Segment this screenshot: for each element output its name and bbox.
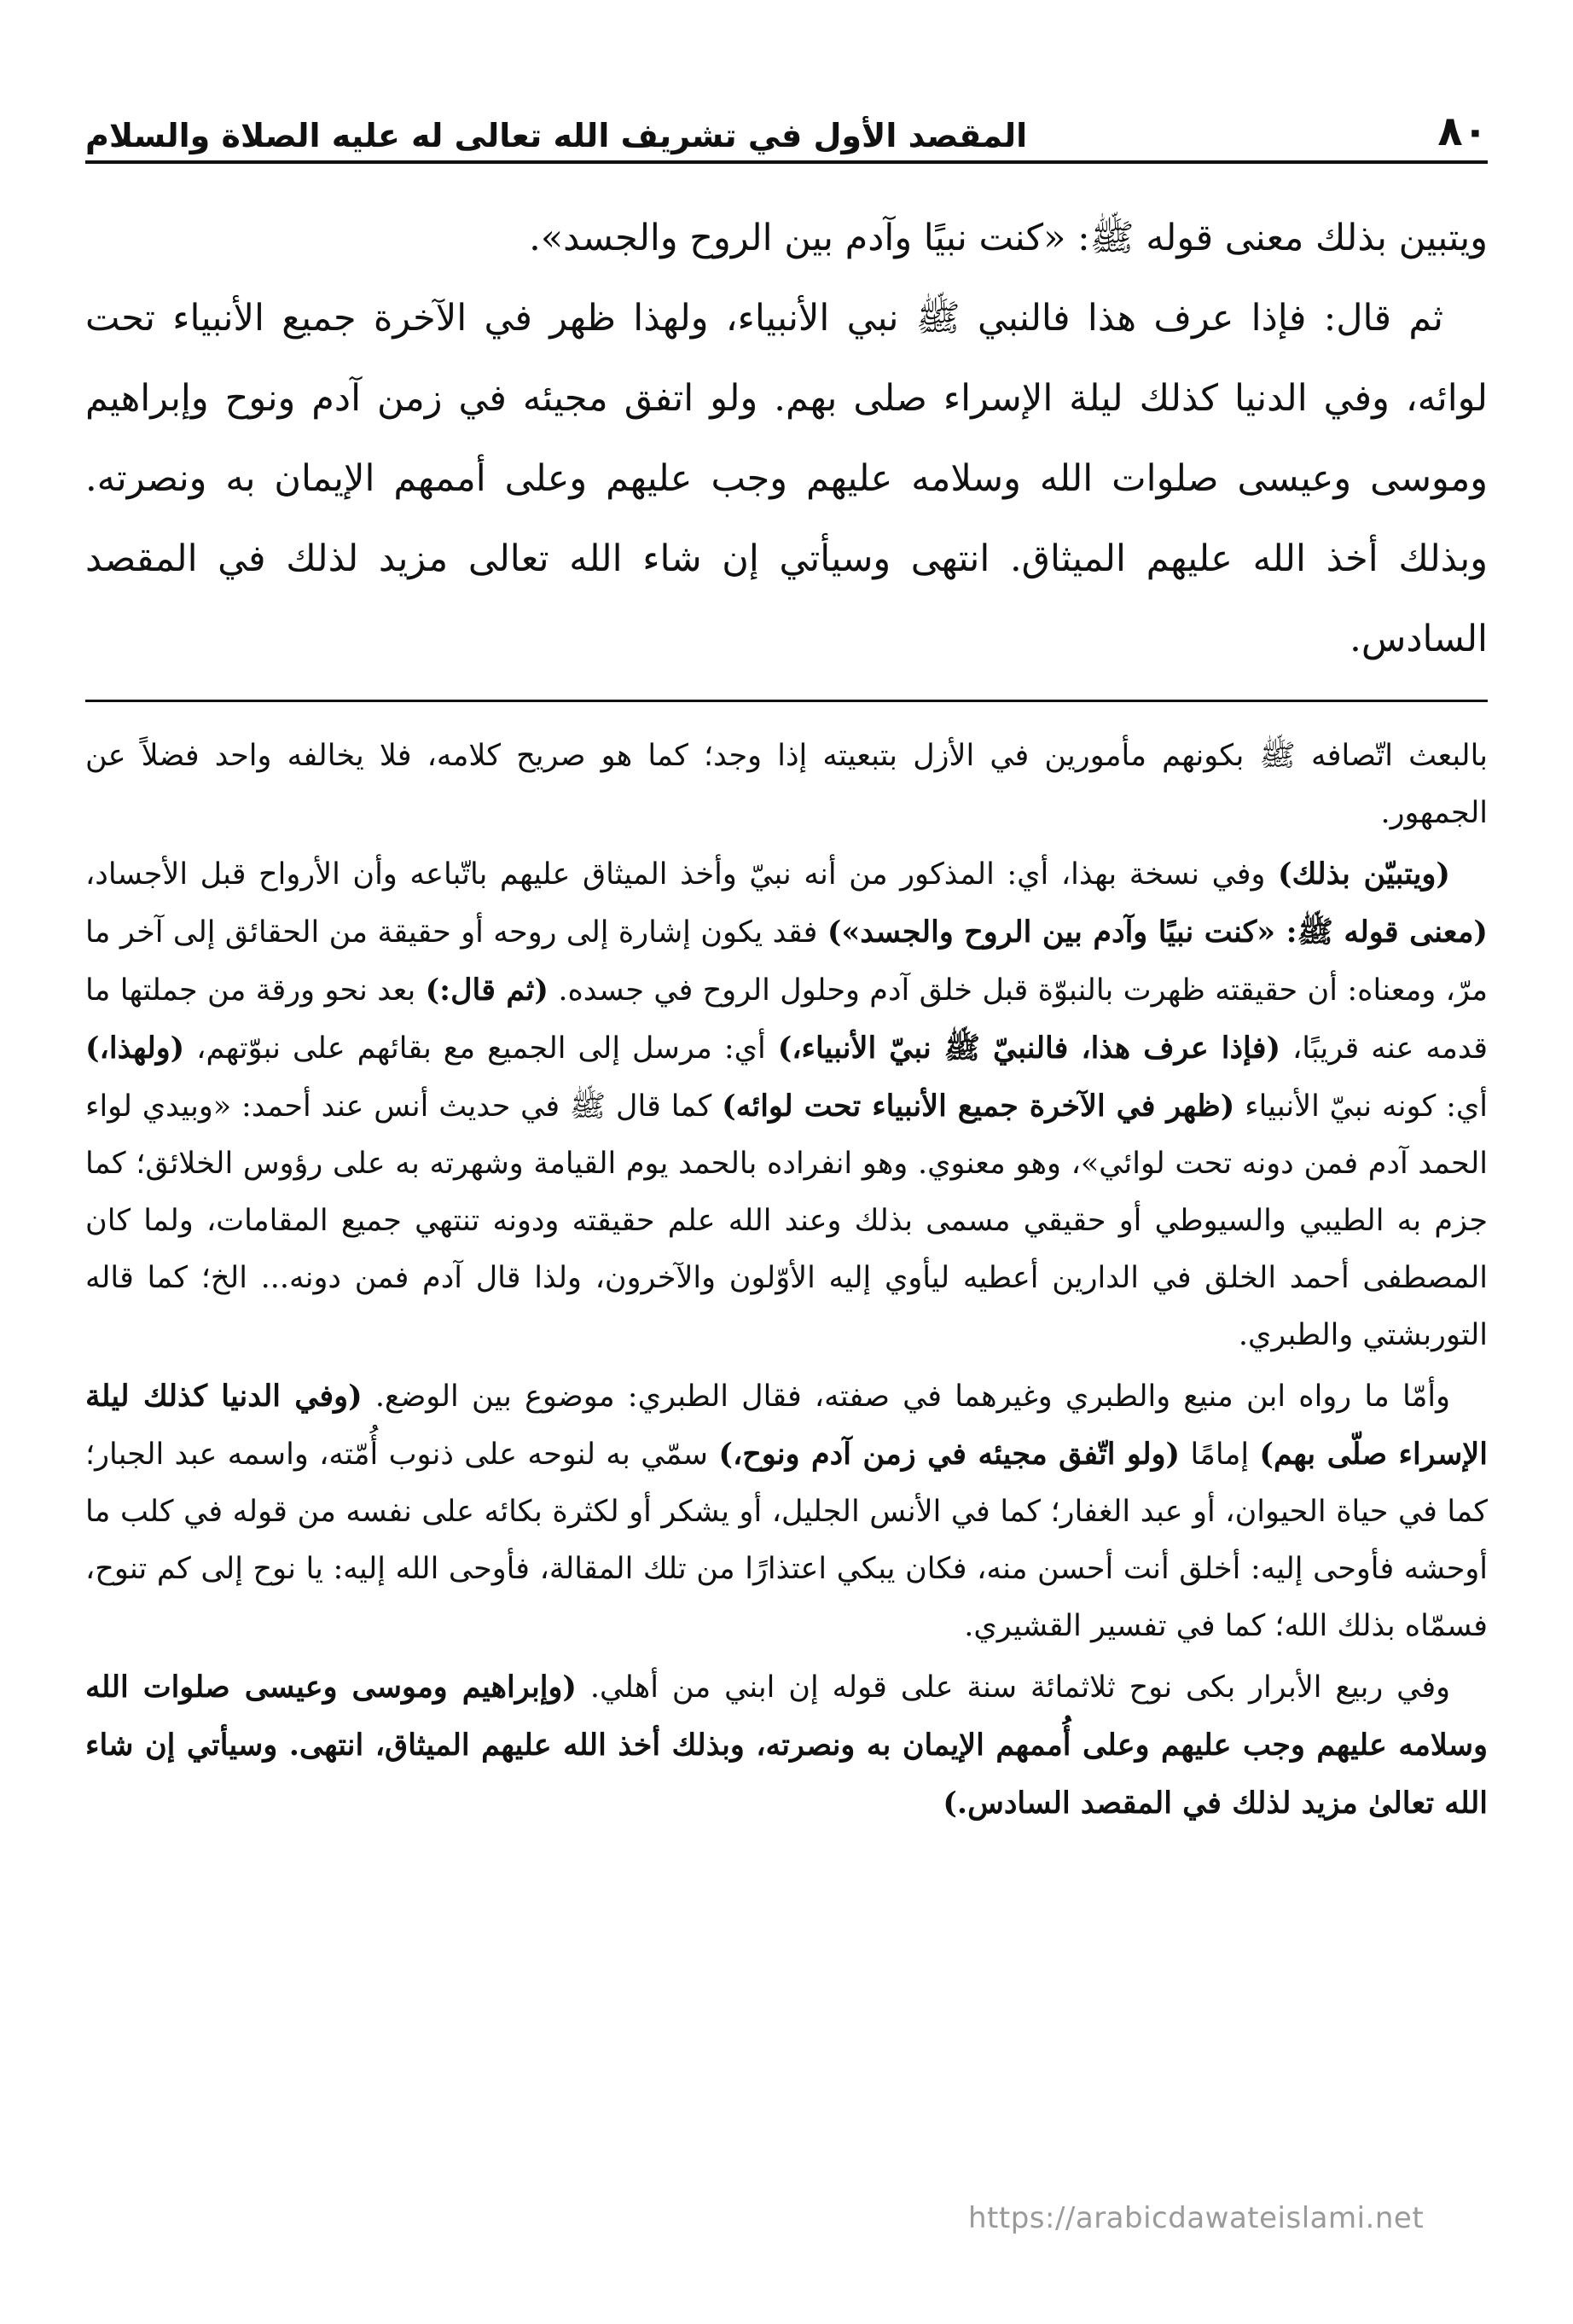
- commentary-paragraph-2: [85, 845, 1488, 1364]
- explanation-text: وأمّا ما رواه ابن منيع والطبري وغيرهما في صفته، فقال الطبري: موضوع بين الوضع.: [362, 1380, 1450, 1414]
- quoted-text: (ولو اتّفق مجيئه في زمن آدم ونوح،): [718, 1437, 1181, 1472]
- commentary-text: [85, 728, 1488, 1833]
- commentary-paragraph-1: بالبعث اتّصافه ﷺ بكونهم مأمورين في الأزل بتبعيته إذا وجد؛ كما هو صريح كلامه، فلا يخالفه واحد فضلاً عن الجمهور.: [85, 739, 1488, 830]
- commentary-paragraph-3: [85, 1368, 1488, 1655]
- quoted-text: (ثم قال:): [425, 973, 549, 1008]
- explanation-text: أي: مرسل إلى الجميع مع بقائهم على نبوّتهم،: [184, 1031, 778, 1066]
- explanation-text: بعد نحو ورقة من جملتها ما قدمه عنه قريبًا،: [85, 973, 1489, 1066]
- quoted-text: (معنى قوله ﷺ: «كنت نبيًا وآدم بين الروح والجسد»): [827, 915, 1488, 950]
- quoted-text: (ظهر في الآخرة جميع الأنبياء تحت لوائه): [722, 1089, 1235, 1124]
- explanation-text: وفي ربيع الأبرار بكى نوح ثلاثمائة سنة على قوله إن ابني من أهلي.: [576, 1670, 1450, 1705]
- quoted-text: (وفي الدنيا كذلك ليلة الإسراء صلّى بهم): [85, 1379, 1488, 1472]
- explanation-text: وفي نسخة بهذا، أي: المذكور من أنه نبيّ وأخذ الميثاق عليهم باتّباعه وأن الأرواح قبل الأجساد،: [85, 857, 1278, 892]
- running-title: المقصد الأول في تشريف الله تعالى له عليه الصلاة والسلام: [85, 117, 1028, 154]
- explanation-text: كما قال ﷺ في حديث أنس عند أحمد: «وبيدي لواء الحمد آدم فمن دونه تحت لوائي»، وهو معنوي. وهو انفراده بالحمد يوم القيامة وشهرته به على رؤوس الخلائق؛ كما جزم به الطيبي والسيوطي أو حقيقي مسمى بذلك وعند الله علم حقيقته ودونه تنتهي جميع المقامات، ولما كان المصطفى أحمد الخلق في الدارين أعطيه ليأوي إليه الأوّلون والآخرون، ولذا قال آدم فمن دونه... الخ؛ كما قاله التوربشتي والطبري.: [85, 1089, 1488, 1352]
- explanation-text: سمّي به لنوحه على ذنوب أُمّته، واسمه عبد الجبار؛ كما في حياة الحيوان، أو عبد الغفار؛ كما في الأنس الجليل، أو يشكر أو لكثرة بكائه على نفسه من قوله في كلب ما أوحشه فأوحى إليه: أخلق أنت أحسن منه، فكان يبكي اعتذارًا من تلك المقالة، فأوحى الله إليه: يا نوح إلى كم تنوح، فسمّاه بذلك الله؛ كما في تفسير القشيري.: [85, 1438, 1488, 1643]
- quoted-text: (ويتبيّن بذلك): [1277, 857, 1450, 892]
- explanation-text: أي: كونه نبيّ الأنبياء: [1234, 1089, 1488, 1124]
- main-text: [85, 198, 1488, 679]
- page-header: [85, 85, 1488, 164]
- explanation-text: فقد يكون إشارة إلى روحه أو حقيقة من الحقائق إلى آخر ما مرّ، ومعناه: أن حقيقته ظهرت بالنبوّة قبل خلق آدم وحلول الروح في جسده.: [85, 915, 1488, 1008]
- book-page: [85, 85, 1488, 2286]
- footnote-separator: [85, 700, 1488, 702]
- commentary-paragraph-4: [85, 1659, 1488, 1833]
- quoted-text: (فإذا عرف هذا، فالنبيّ ﷺ نبيّ الأنبياء،): [777, 1031, 1281, 1066]
- quoted-text: (وإبراهيم وموسى وعيسى صلوات الله وسلامه عليهم وجب عليهم وعلى أُممهم الإيمان به ونصرته، وبذلك أخذ الله عليهم الميثاق، انتهى. وسيأتي إن شاء الله تعالىٰ مزيد لذلك في المقصد السادس.): [85, 1670, 1488, 1821]
- page-number: ٨٠: [1437, 107, 1488, 155]
- watermark-url: https://arabicdawateislami.net: [968, 2201, 1425, 2235]
- main-paragraph-2: ثم قال: فإذا عرف هذا فالنبي ﷺ نبي الأنبياء، ولهذا ظهر في الآخرة جميع الأنبياء تحت لوائه، وفي الدنيا كذلك ليلة الإسراء صلى بهم. ولو اتفق مجيئه في زمن آدم ونوح وإبراهيم وموسى وعيسى صلوات الله وسلامه عليهم وجب عليهم وعلى أممهم الإيمان به ونصرته. وبذلك أخذ الله عليهم الميثاق. انتهى وسيأتي إن شاء الله تعالى مزيد لذلك في المقصد السادس.: [85, 297, 1488, 660]
- explanation-text: إمامًا: [1180, 1438, 1260, 1472]
- main-paragraph-1: ويتبين بذلك معنى قوله ﷺ: «كنت نبيًا وآدم بين الروح والجسد».: [529, 217, 1488, 259]
- quoted-text: (ولهذا،): [85, 1031, 185, 1066]
